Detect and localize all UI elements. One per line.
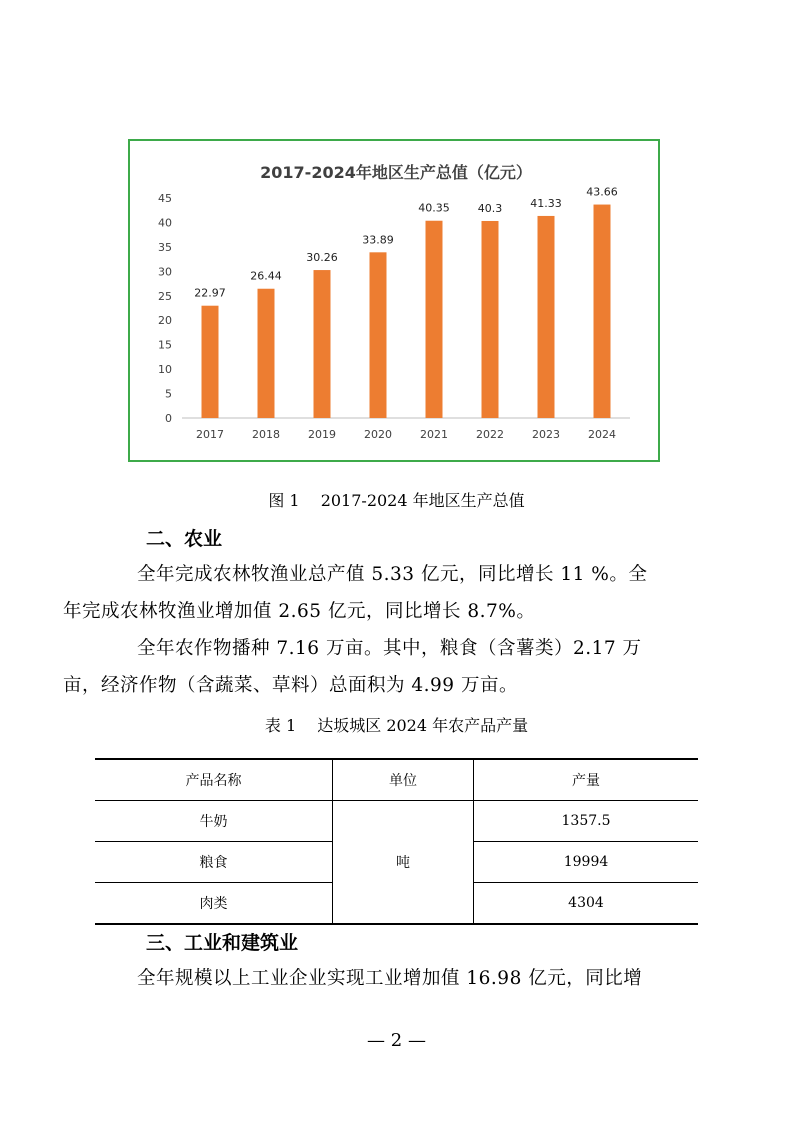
cell-output: 19994 [474,842,699,883]
paragraph-line: 全年农作物播种 7.16 万亩。其中，粮食（含薯类）2.17 万 [137,638,642,659]
x-axis [196,428,616,441]
data-label: 40.35 [418,201,450,215]
y-tick-label: 15 [158,338,172,352]
bars [194,186,618,418]
bar-2022 [482,221,499,418]
cell-product-name: 粮食 [95,842,333,883]
bar-2018 [258,289,275,418]
y-tick-label: 10 [158,363,172,377]
y-tick-label: 45 [158,192,172,205]
bar-2017 [202,306,219,418]
x-tick-label: 2020 [364,428,392,441]
cell-product-name: 肉类 [95,883,333,925]
paragraph-line: 全年规模以上工业企业实现工业增加值 16.98 亿元，同比增 [137,968,643,989]
x-tick-label: 2017 [196,428,224,441]
data-label: 40.3 [477,201,503,215]
y-tick-label: 30 [158,265,172,279]
bar-2020 [370,252,387,418]
header-product-name: 产品名称 [95,759,333,801]
y-tick-label: 5 [165,387,172,401]
page-number: — 2 — [367,1030,426,1051]
data-label: 43.66 [586,185,618,199]
bar-2024 [594,205,611,418]
table-header-row [95,759,698,801]
y-tick-label: 0 [165,412,172,425]
paragraph-agriculture-output [63,556,700,630]
paragraph-line: 年完成农林牧渔业增加值 2.65 亿元，同比增长 8.7%。 [63,601,536,622]
gdp-bar-chart [128,139,660,462]
cell-output: 4304 [474,883,699,925]
paragraph-industry [100,960,700,997]
data-label: 26.44 [250,269,282,283]
x-tick-label: 2024 [588,428,616,441]
section-heading-industry: 三、工业和建筑业 [146,932,299,954]
paragraph-crop-planting [63,630,700,704]
section-heading-agriculture: 二、农业 [146,528,223,550]
x-tick-label: 2018 [252,428,280,441]
y-tick-label: 25 [158,289,172,303]
header-unit: 单位 [333,759,474,801]
paragraph-line: 全年完成农林牧渔业总产值 5.33 亿元，同比增长 11 %。全 [137,564,648,585]
agri-products-table [95,758,698,925]
y-tick-label: 20 [158,314,172,328]
x-tick-label: 2019 [308,428,336,441]
chart-title: 2017-2024年地区生产总值（亿元） [260,163,532,182]
x-tick-label: 2023 [532,428,560,441]
bar-2023 [538,216,555,418]
table-row [95,801,698,842]
data-label: 33.89 [362,233,394,247]
chart-canvas [130,141,662,464]
header-output: 产量 [474,759,699,801]
bar-2021 [426,221,443,418]
cell-output: 1357.5 [474,801,699,842]
paragraph-line: 亩，经济作物（含蔬菜、草料）总面积为 4.99 万亩。 [63,675,518,696]
y-tick-label: 35 [158,240,172,254]
y-axis [158,192,172,425]
bar-2019 [314,270,331,418]
cell-product-name: 牛奶 [95,801,333,842]
data-label: 22.97 [194,286,226,300]
data-label: 30.26 [306,251,338,265]
cell-unit: 吨 [333,801,474,925]
y-tick-label: 40 [158,216,172,230]
table-caption: 表 1 达坂城区 2024 年农产品产量 [264,716,529,735]
figure-caption: 图 1 2017-2024 年地区生产总值 [268,491,525,510]
x-tick-label: 2021 [420,428,448,441]
data-label: 41.33 [530,196,562,210]
x-tick-label: 2022 [476,428,504,441]
